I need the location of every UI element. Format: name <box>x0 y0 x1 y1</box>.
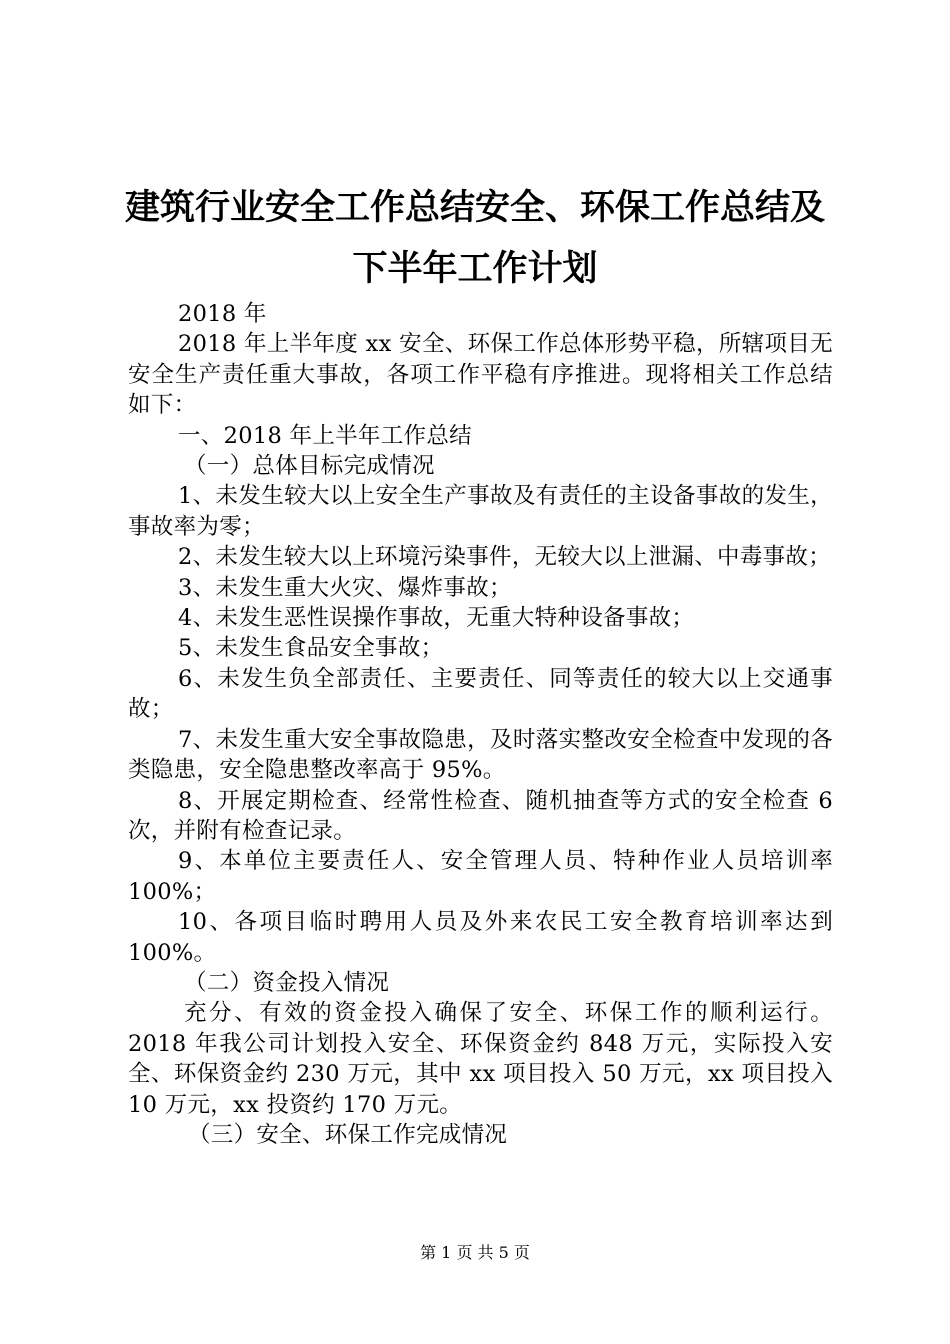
list-item-9: 9、本单位主要责任人、安全管理人员、特种作业人员培训率 100%； <box>128 848 833 905</box>
list-item-3: 3、未发生重大火灾、爆炸事故； <box>178 574 512 601</box>
subsection-heading-1: （一）总体目标完成情况 <box>184 453 435 480</box>
list-item-4: 4、未发生恶性误操作事故，无重大特种设备事故； <box>178 605 695 632</box>
page-number-footer: 第 1 页 共 5 页 <box>420 1243 530 1262</box>
list-item-10: 10、各项目临时聘用人员及外来农民工安全教育培训率达到 100%。 <box>128 909 833 966</box>
section-heading-1: 一、2018 年上半年工作总结 <box>178 422 472 449</box>
subsection-heading-2: （二）资金投入情况 <box>184 969 390 996</box>
subsection-heading-3: （三）安全、环保工作完成情况 <box>188 1121 508 1148</box>
paragraph-year: 2018 年 <box>178 301 267 327</box>
list-item-1: 1、未发生较大以上安全生产事故及有责任的主设备事故的发生，事故率为零； <box>128 483 833 540</box>
document-title-line-2: 下半年工作计划 <box>352 249 598 289</box>
list-item-6: 6、未发生负全部责任、主要责任、同等责任的较大以上交通事故； <box>128 665 833 723</box>
document-body <box>128 299 833 1150</box>
document-title-line-1: 建筑行业安全工作总结安全、环保工作总结及 <box>124 188 825 228</box>
list-item-8: 8、开展定期检查、经常性检查、随机抽查等方式的安全检查 6 次，并附有检查记录。 <box>128 787 833 844</box>
paragraph-funding: 充分、有效的资金投入确保了安全、环保工作的顺利运行。2018 年我公司计划投入安全、环保资金约 848 万元，实际投入安全、环保资金约 230 万元，其中 xx 项目投入 50 万元，xx 项目投入 10 万元，xx 投资约 170 万元。 <box>128 1000 833 1118</box>
list-item-2: 2、未发生较大以上环境污染事件，无较大以上泄漏、中毒事故； <box>178 544 832 571</box>
paragraph-intro: 2018 年上半年度 xx 安全、环保工作总体形势平稳，所辖项目无安全生产责任重大事故，各项工作平稳有序推进。现将相关工作总结如下： <box>128 331 833 419</box>
list-item-5: 5、未发生食品安全事故； <box>178 635 444 662</box>
list-item-7: 7、未发生重大安全事故隐患，及时落实整改安全检查中发现的各类隐患，安全隐患整改率高于 95%。 <box>128 726 833 784</box>
